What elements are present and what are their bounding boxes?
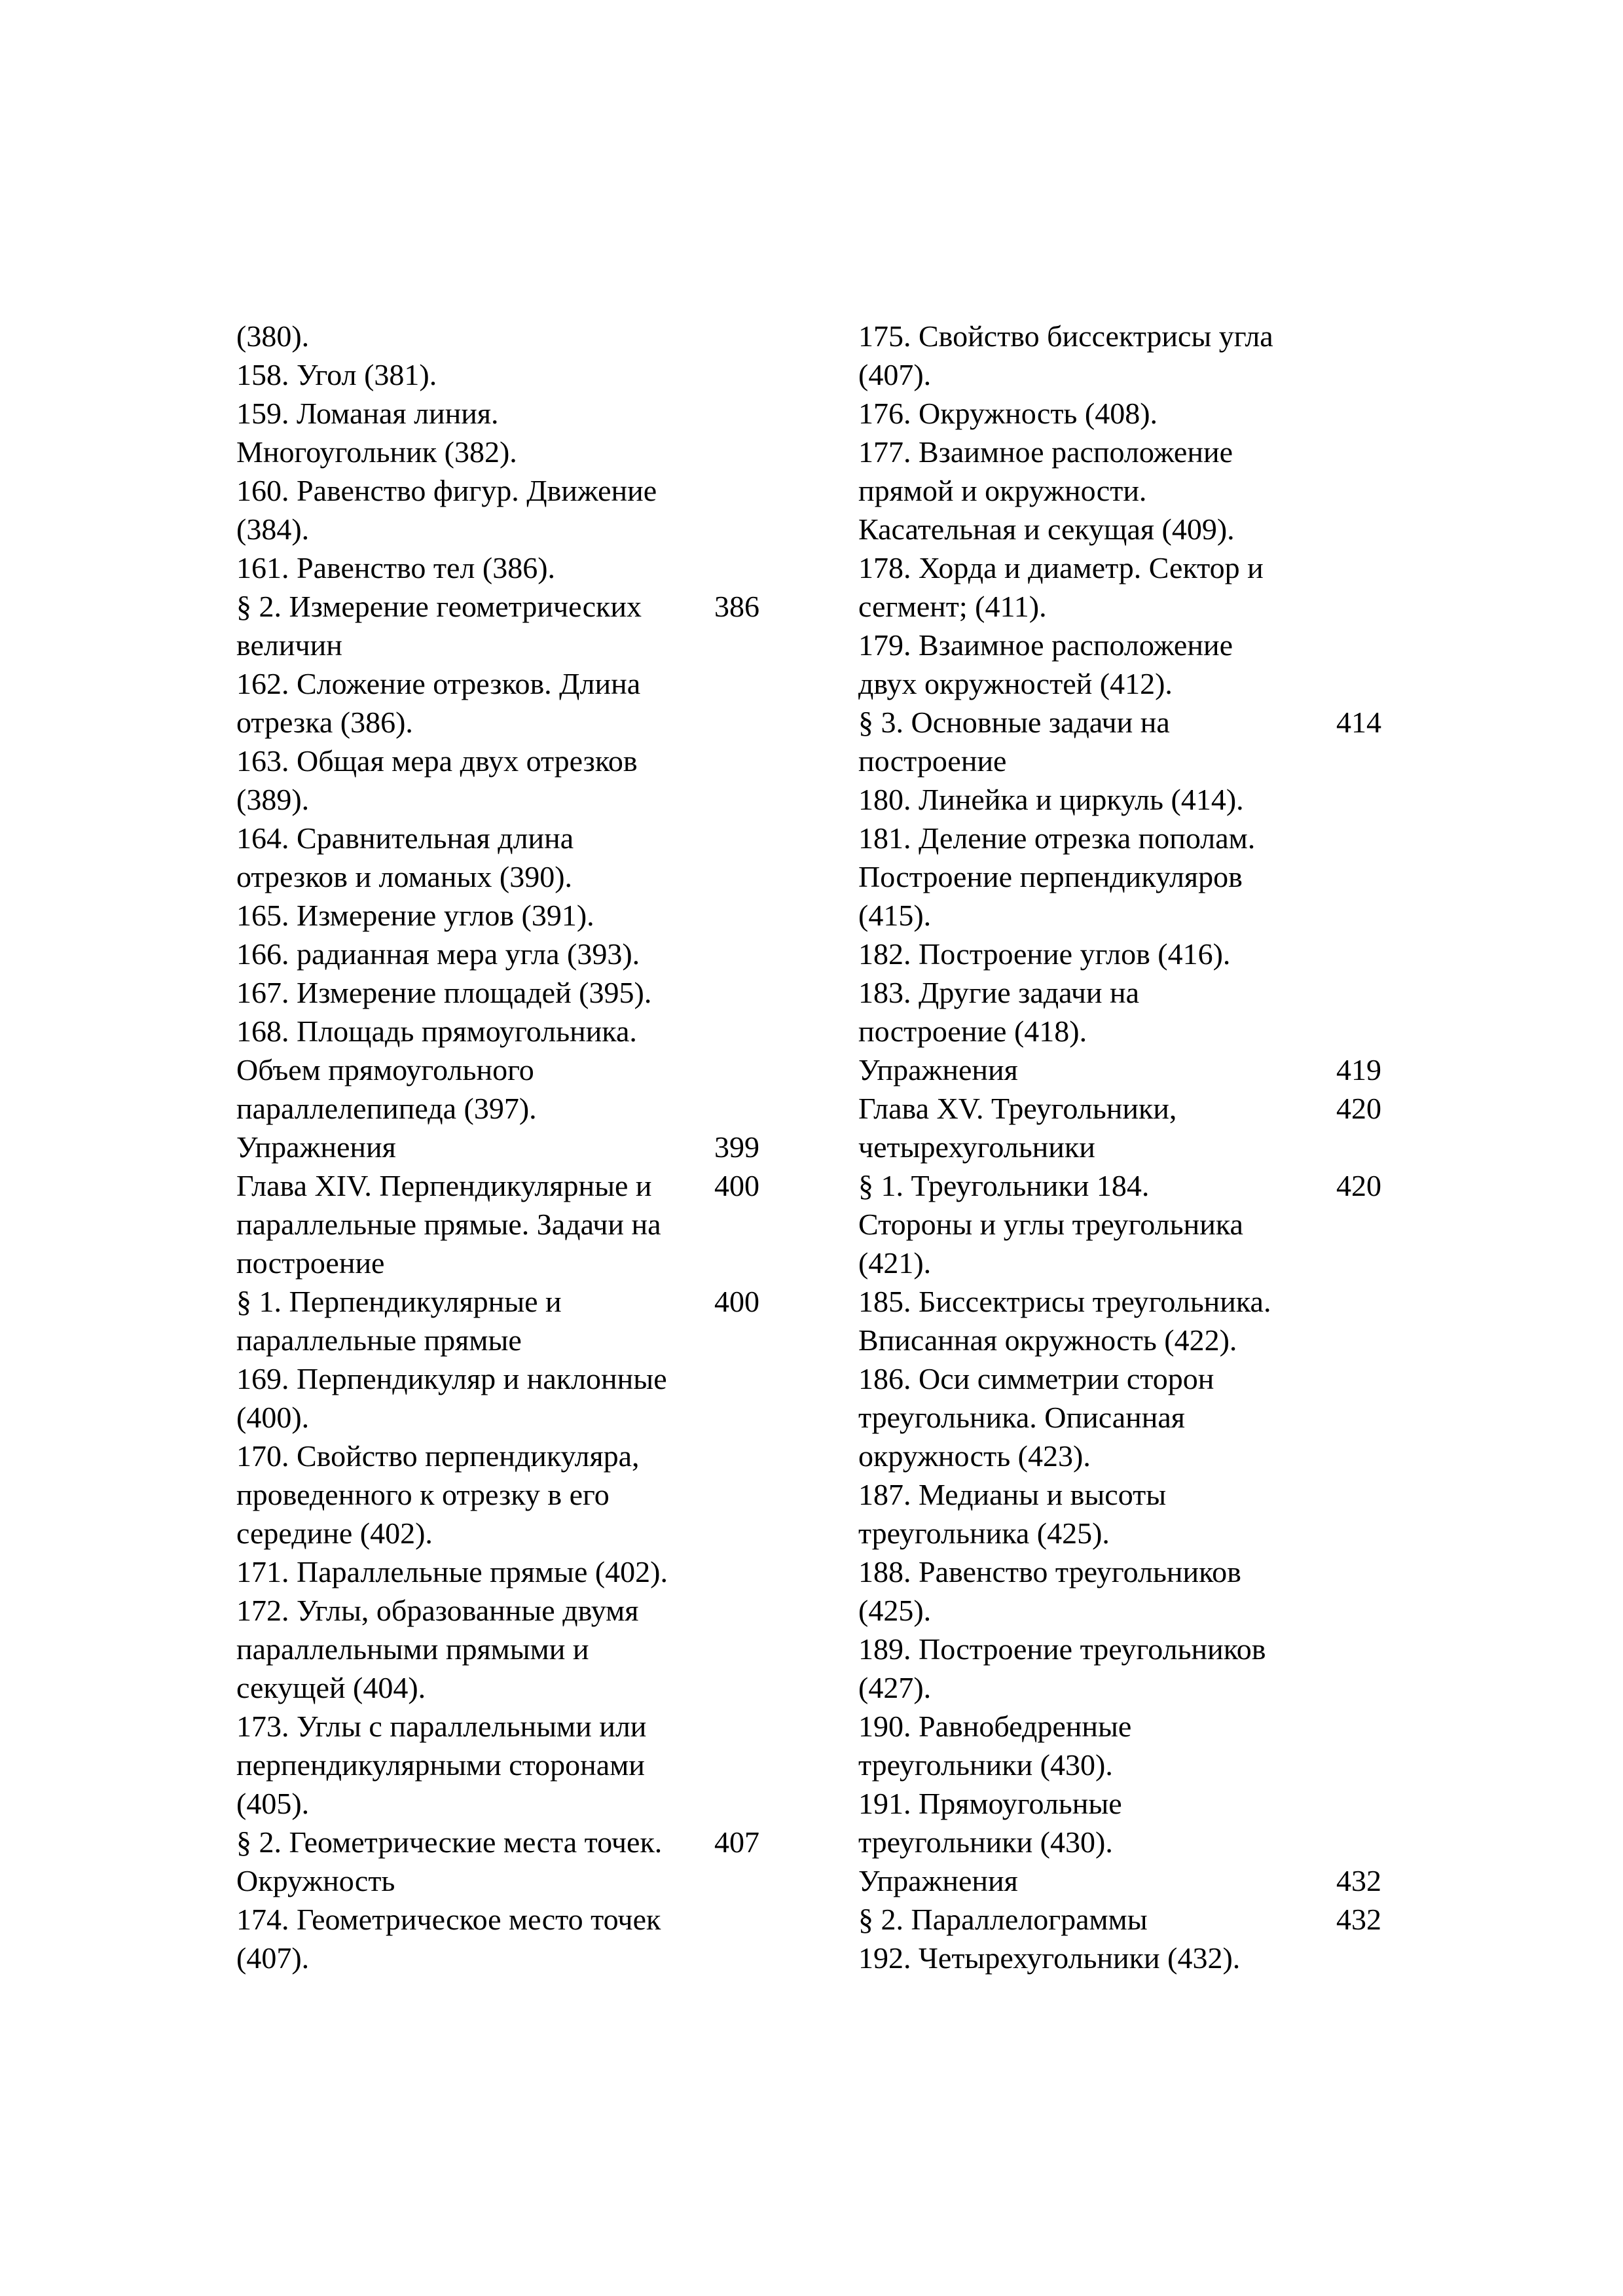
toc-entry (858, 1939, 1402, 1977)
toc-entry-text: 170. Свойство перпендикуляра, проведенного к отрезку в его середине (402). (236, 1439, 640, 1550)
toc-entry-text: Глава XIV. Перпендикулярные и параллельные прямые. Задачи на построение (236, 1169, 661, 1280)
toc-entry (236, 548, 780, 587)
toc-entry (236, 742, 780, 819)
toc-entry-text: 176. Окружность (408). (858, 397, 1158, 430)
toc-entry-text: 177. Взаимное расположение прямой и окружности. Касательная и секущая (409). (858, 435, 1235, 546)
toc-entry-text: 178. Хорда и диаметр. Сектор и сегмент; (411). (858, 551, 1264, 623)
toc-entry-text: 188. Равенство треугольников (425). (858, 1555, 1241, 1627)
toc-entry-text: § 1. Треугольники 184. Стороны и углы треугольника (421). (858, 1169, 1243, 1280)
toc-entry-text: 163. Общая мера двух отрезков (389). (236, 744, 638, 816)
toc-entry-text: (380). (236, 319, 310, 353)
toc-entry-text: 183. Другие задачи на построение (418). (858, 976, 1140, 1048)
toc-entry (858, 935, 1402, 973)
toc-entry-text: 160. Равенство фигур. Движение (384). (236, 474, 657, 546)
toc-entry (858, 433, 1402, 548)
toc-entry (236, 1900, 780, 1977)
toc-entry-text: § 2. Параллелограммы (858, 1903, 1148, 1936)
toc-page-number: 386 (714, 590, 759, 623)
toc-entry (858, 626, 1402, 703)
toc-exercises-entry (858, 1050, 1402, 1089)
toc-entry (236, 1707, 780, 1823)
toc-entry-text: § 1. Перпендикулярные и параллельные прямые (236, 1285, 562, 1357)
toc-entry-text: 171. Параллельные прямые (402). (236, 1555, 668, 1588)
toc-entry-text: 159. Ломаная линия. Многоугольник (382). (236, 397, 517, 469)
toc-entry (858, 1359, 1402, 1475)
toc-page-number: 432 (1336, 1903, 1381, 1936)
toc-entry (236, 1437, 780, 1552)
toc-entry-text: 175. Свойство биссектрисы угла (407). (858, 319, 1273, 391)
toc-entry (858, 1282, 1402, 1359)
toc-entry-text: Упражнения (236, 1130, 396, 1164)
toc-entry (236, 896, 780, 935)
toc-entry (858, 1475, 1402, 1552)
toc-section-entry (858, 1900, 1402, 1939)
toc-entry (236, 1591, 780, 1707)
toc-entry-text: 174. Геометрическое место точек (407). (236, 1903, 661, 1975)
toc-entry (858, 819, 1402, 935)
toc-entry-text: 182. Построение углов (416). (858, 937, 1231, 971)
toc-page-number: 432 (1336, 1864, 1381, 1897)
toc-page-number: 420 (1336, 1169, 1381, 1202)
toc-entry-text: § 2. Измерение геометрических величин (236, 590, 642, 662)
toc-entry (236, 355, 780, 394)
toc-entry (858, 1630, 1402, 1707)
toc-entry-text: 180. Линейка и циркуль (414). (858, 783, 1244, 816)
toc-entry (236, 471, 780, 548)
toc-entry-text: Глава XV. Треугольники, четырехугольники (858, 1092, 1177, 1164)
toc-entry-text: 158. Угол (381). (236, 358, 437, 391)
toc-entry-text: 187. Медианы и высоты треугольника (425). (858, 1478, 1167, 1550)
toc-entry-text: 165. Измерение углов (391). (236, 899, 594, 932)
toc-chapter-entry (858, 1089, 1402, 1166)
toc-left-column (236, 317, 780, 1977)
toc-entry-text: 181. Деление отрезка пополам. Построение перпендикуляров (415). (858, 821, 1256, 932)
toc-entry (236, 935, 780, 973)
toc-entry-text: 164. Сравнительная длина отрезков и ломаных (390). (236, 821, 574, 893)
toc-section-entry (236, 587, 780, 664)
toc-entry-text: 161. Равенство тел (386). (236, 551, 556, 584)
toc-entry (858, 317, 1402, 394)
toc-entry (858, 1552, 1402, 1630)
toc-exercises-entry (236, 1128, 780, 1166)
toc-entry-text: 162. Сложение отрезков. Длина отрезка (386). (236, 667, 641, 739)
toc-entry-text: 186. Оси симметрии сторон треугольника. Описанная окружность (423). (858, 1362, 1214, 1473)
toc-page-number: 420 (1336, 1092, 1381, 1125)
toc-section-entry (236, 1823, 780, 1900)
toc-page-number: 414 (1336, 706, 1381, 739)
toc-entry-text: 168. Площадь прямоугольника. Объем прямоугольного параллелепипеда (397). (236, 1014, 637, 1125)
toc-page-number: 419 (1336, 1053, 1381, 1086)
toc-entry (858, 780, 1402, 819)
toc-entry-text: 166. радианная мера угла (393). (236, 937, 640, 971)
toc-entry (858, 394, 1402, 433)
toc-exercises-entry (858, 1861, 1402, 1900)
toc-entry-text: 167. Измерение площадей (395). (236, 976, 652, 1009)
toc-entry-text: 169. Перпендикуляр и наклонные (400). (236, 1362, 667, 1434)
toc-section-entry (858, 703, 1402, 780)
toc-entry-text: § 3. Основные задачи на построение (858, 706, 1170, 778)
toc-entry-text: 172. Углы, образованные двумя параллельными прямыми и секущей (404). (236, 1594, 639, 1704)
toc-entry (236, 973, 780, 1012)
toc-entry (858, 973, 1402, 1050)
toc-entry (858, 1707, 1402, 1784)
toc-right-column (858, 317, 1402, 1977)
toc-entry-text: 179. Взаимное расположение двух окружностей (412). (858, 628, 1233, 700)
toc-page-number: 400 (714, 1285, 759, 1318)
toc-section-entry (236, 1282, 780, 1359)
toc-entry (858, 548, 1402, 626)
toc-chapter-entry (236, 1166, 780, 1282)
toc-entry-text: 189. Построение треугольников (427). (858, 1632, 1266, 1704)
toc-entry (858, 1784, 1402, 1861)
toc-page-number: 407 (714, 1825, 759, 1859)
toc-page-number: 400 (714, 1169, 759, 1202)
toc-entry-text: 185. Биссектрисы треугольника. Вписанная окружность (422). (858, 1285, 1271, 1357)
toc-entry-text: 173. Углы с параллельными или перпендикулярными сторонами (405). (236, 1710, 647, 1820)
toc-entry-text: 191. Прямоугольные треугольники (430). (858, 1787, 1122, 1859)
toc-entry (236, 1359, 780, 1437)
toc-entry (236, 1552, 780, 1591)
toc-entry-text: Упражнения (858, 1053, 1018, 1086)
toc-entry (236, 1012, 780, 1128)
toc-entry (236, 819, 780, 896)
toc-entry-text: Упражнения (858, 1864, 1018, 1897)
toc-section-entry (858, 1166, 1402, 1282)
toc-entry (236, 394, 780, 471)
toc-entry-text: 190. Равнобедренные треугольники (430). (858, 1710, 1132, 1782)
toc-page-number: 399 (714, 1130, 759, 1164)
toc-entry (236, 317, 780, 355)
toc-entry-text: 192. Четырехугольники (432). (858, 1941, 1241, 1975)
toc-entry (236, 664, 780, 742)
toc-entry-text: § 2. Геометрические места точек. Окружность (236, 1825, 663, 1897)
